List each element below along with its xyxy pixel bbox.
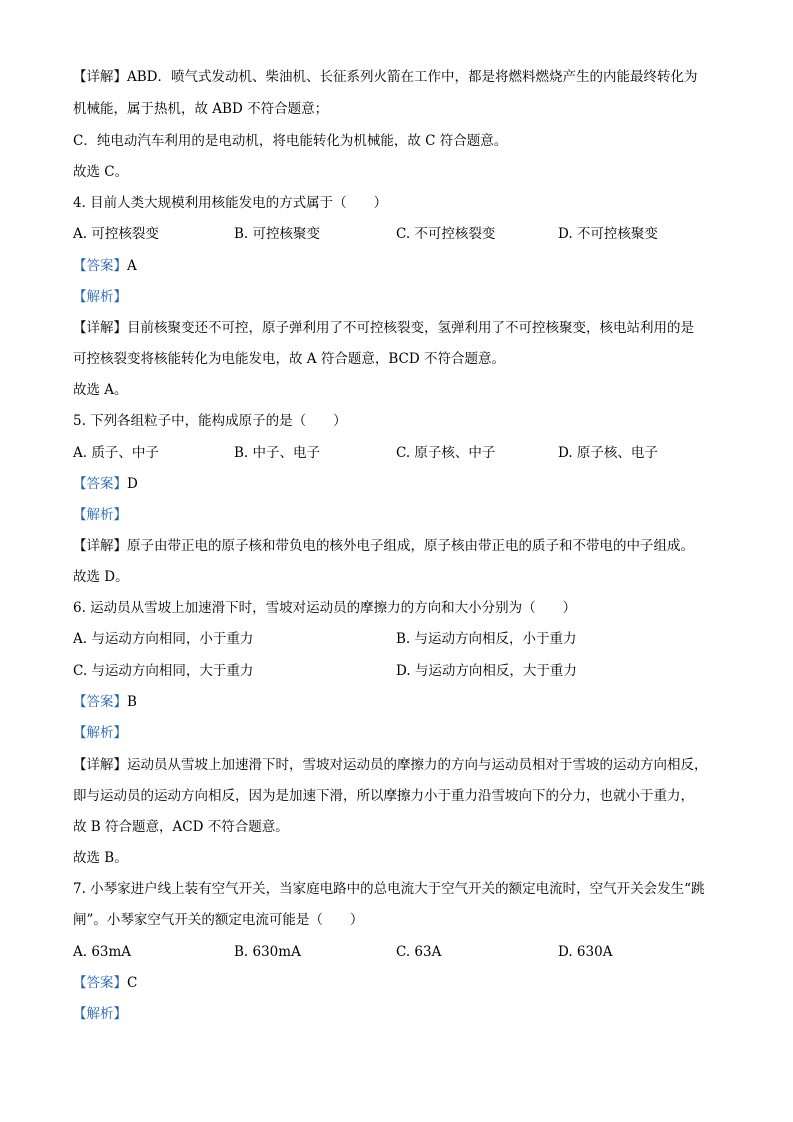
detail-tag: 【详解】	[73, 320, 127, 336]
option-a: A. 可控核裂变	[73, 226, 159, 242]
option-b: B. 与运动方向相反，小于重力	[396, 631, 577, 647]
detail-line: 即与运动员的运动方向相反，因为是加速下滑，所以摩擦力小于重力沿雪坡向下的分力，也就小于重力，	[73, 788, 694, 804]
analysis-tag: 【解析】	[73, 1006, 127, 1022]
detail-tag: 【详解】	[73, 69, 127, 85]
question-stem: 5. 下列各组粒子中，能构成原子的是（ ）	[73, 413, 347, 429]
analysis-tag: 【解析】	[73, 725, 127, 741]
option-b: B. 可控核聚变	[234, 226, 321, 242]
option-c: C. 63A	[396, 944, 442, 960]
detail-tag: 【详解】	[73, 757, 127, 773]
answer-value: B	[127, 694, 137, 710]
conclusion: 故选 B。	[73, 850, 128, 866]
option-a: A. 与运动方向相同，小于重力	[73, 631, 254, 647]
conclusion: 故选 D。	[73, 569, 129, 585]
analysis-tag: 【解析】	[73, 289, 127, 305]
option-c: C. 不可控核裂变	[396, 226, 496, 242]
detail-line: C．纯电动汽车利用的是电动机，将电能转化为机械能，故 C 符合题意。	[73, 133, 508, 149]
detail-text: 运动员从雪坡上加速滑下时，雪坡对运动员的摩擦力的方向与运动员相对于雪坡的运动方向相反，	[127, 757, 708, 773]
detail-text: ABD．喷气式发动机、柴油机、长征系列火箭在工作中，都是将燃料燃烧产生的内能最终转化为	[127, 69, 698, 85]
option-c: C. 原子核、中子	[396, 445, 496, 461]
question-stem-cont: 闸”。小琴家空气开关的额定电流可能是（ ）	[73, 912, 364, 928]
answer-value: C	[127, 975, 138, 991]
conclusion: 故选 A。	[73, 382, 128, 398]
option-b: B. 630mA	[234, 944, 301, 960]
conclusion: 故选 C。	[73, 164, 129, 180]
answer-tag: 【答案】	[73, 476, 127, 492]
option-a: A. 质子、中子	[73, 445, 159, 461]
detail-line: 可控核裂变将核能转化为电能发电，故 A 符合题意，BCD 不符合题意。	[73, 351, 505, 367]
answer-tag: 【答案】	[73, 694, 127, 710]
answer-tag: 【答案】	[73, 258, 127, 274]
option-d: D. 原子核、电子	[558, 445, 658, 461]
option-b: B. 中子、电子	[234, 445, 321, 461]
option-d: D. 不可控核聚变	[558, 226, 658, 242]
option-c: C. 与运动方向相同，大于重力	[73, 663, 254, 679]
detail-tag: 【详解】	[73, 538, 127, 554]
answer-line	[73, 973, 137, 993]
detail-line	[73, 755, 708, 775]
option-a: A. 63mA	[73, 944, 132, 960]
option-d: D. 与运动方向相反，大于重力	[396, 663, 577, 679]
detail-line	[73, 318, 694, 338]
answer-line	[73, 256, 137, 276]
detail-text: 目前核聚变还不可控，原子弹利用了不可控核裂变，氢弹利用了不可控核聚变，核电站利用的是	[127, 320, 694, 336]
answer-value: A	[127, 258, 137, 274]
detail-line	[73, 67, 698, 87]
answer-line	[73, 692, 137, 712]
answer-value: D	[127, 476, 138, 492]
detail-text: 原子由带正电的原子核和带负电的核外电子组成，原子核由带正电的质子和不带电的中子组成。	[127, 538, 694, 554]
detail-line: 机械能，属于热机，故 ABD 不符合题意；	[73, 101, 329, 117]
detail-line: 故 B 符合题意，ACD 不符合题意。	[73, 819, 289, 835]
analysis-tag: 【解析】	[73, 507, 127, 523]
answer-line	[73, 474, 138, 494]
question-stem: 4. 目前人类大规模利用核能发电的方式属于（ ）	[73, 195, 388, 211]
detail-line	[73, 536, 694, 556]
question-stem: 6. 运动员从雪坡上加速滑下时，雪坡对运动员的摩擦力的方向和大小分别为（ ）	[73, 600, 577, 616]
option-d: D. 630A	[558, 944, 613, 960]
answer-tag: 【答案】	[73, 975, 127, 991]
question-stem: 7. 小琴家进户线上装有空气开关，当家庭电路中的总电流大于空气开关的额定电流时，空气开关会发生“跳	[73, 881, 705, 897]
